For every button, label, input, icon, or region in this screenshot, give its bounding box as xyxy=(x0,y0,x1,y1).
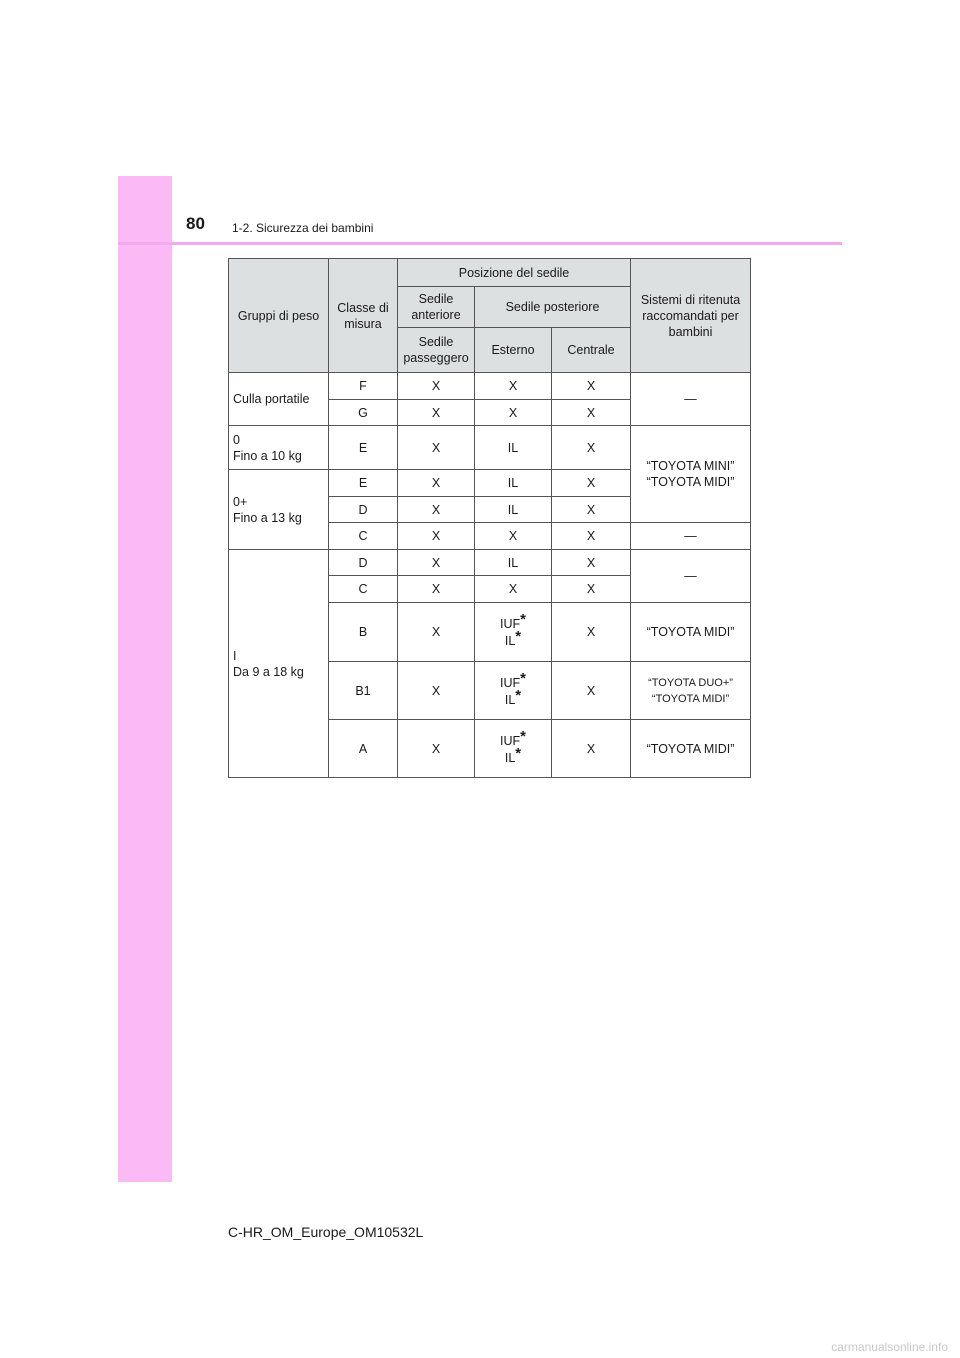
header-divider xyxy=(118,242,842,245)
size-class-cell: E xyxy=(329,470,398,497)
size-class-cell: B1 xyxy=(329,662,398,720)
outer-cell: X xyxy=(475,523,552,550)
group-0-plus-name: 0+ xyxy=(233,494,248,509)
rec-toyota-midi: “TOYOTA MIDI” xyxy=(646,475,735,489)
rec-toyota-duo-plus: “TOYOTA DUO+” xyxy=(648,676,733,689)
watermark: carmanualsonline.info xyxy=(831,1340,948,1354)
footnote-mark: * xyxy=(515,686,522,704)
passenger-cell: X xyxy=(398,720,475,778)
outer-cell: IUF* IL* xyxy=(475,662,552,720)
side-tab-bar xyxy=(118,176,172,1182)
outer-cell: IUF* IL* xyxy=(475,603,552,662)
header-weight-group: Gruppi di peso xyxy=(229,259,329,373)
header-center: Centrale xyxy=(552,328,631,373)
size-class-cell: A xyxy=(329,720,398,778)
header-front-seat: Sedile anteriore xyxy=(398,287,475,328)
header-recommended-systems: Sistemi di ritenuta raccomandati per bambini xyxy=(631,259,751,373)
group-1 xyxy=(229,550,329,778)
size-class-cell: C xyxy=(329,523,398,550)
group-0-plus xyxy=(229,470,329,550)
group-0-range: Fino a 10 kg xyxy=(233,448,302,463)
outer-cell: X xyxy=(475,576,552,603)
footnote-mark: * xyxy=(520,611,526,628)
center-cell: X xyxy=(552,576,631,603)
recommendation-cell: “TOYOTA MIDI” xyxy=(631,603,751,662)
passenger-cell: X xyxy=(398,603,475,662)
passenger-cell: X xyxy=(398,523,475,550)
center-cell: X xyxy=(552,662,631,720)
passenger-cell: X xyxy=(398,550,475,576)
center-cell: X xyxy=(552,373,631,400)
outer-cell: IL xyxy=(475,550,552,576)
rec-toyota-midi: “TOYOTA MIDI” xyxy=(651,692,730,705)
size-class-cell: E xyxy=(329,426,398,470)
center-cell: X xyxy=(552,400,631,426)
center-cell: X xyxy=(552,720,631,778)
size-class-cell: G xyxy=(329,400,398,426)
center-cell: X xyxy=(552,426,631,470)
size-class-cell: C xyxy=(329,576,398,603)
size-class-cell: D xyxy=(329,497,398,523)
recommendation-cell: — xyxy=(631,523,751,550)
recommendation-cell: — xyxy=(631,550,751,603)
child-seat-compatibility-table xyxy=(228,258,751,778)
page-number: 80 xyxy=(186,214,205,233)
passenger-cell: X xyxy=(398,576,475,603)
header-passenger-seat: Sedile passeggero xyxy=(398,328,475,373)
recommendation-cell xyxy=(631,426,751,523)
header-seat-position: Posizione del sedile xyxy=(398,259,631,287)
outer-cell: IL xyxy=(475,470,552,497)
group-1-name: I xyxy=(233,648,237,663)
center-cell: X xyxy=(552,523,631,550)
recommendation-cell: — xyxy=(631,373,751,426)
outer-cell: X xyxy=(475,400,552,426)
passenger-cell: X xyxy=(398,497,475,523)
passenger-cell: X xyxy=(398,662,475,720)
document-code: C-HR_OM_Europe_OM10532L xyxy=(228,1224,424,1240)
outer-cell: IL xyxy=(475,497,552,523)
group-0-name: 0 xyxy=(233,432,240,447)
section-title: 1-2. Sicurezza dei bambini xyxy=(232,221,374,235)
group-0 xyxy=(229,426,329,470)
footnote-mark: * xyxy=(515,744,522,762)
outer-cell: IL xyxy=(475,426,552,470)
header-outer: Esterno xyxy=(475,328,552,373)
passenger-cell: X xyxy=(398,400,475,426)
group-carrycot: Culla portatile xyxy=(229,373,329,426)
size-class-cell: B xyxy=(329,603,398,662)
rec-toyota-mini: “TOYOTA MINI” xyxy=(646,459,735,473)
passenger-cell: X xyxy=(398,426,475,470)
outer-cell: X xyxy=(475,373,552,400)
center-cell: X xyxy=(552,550,631,576)
center-cell: X xyxy=(552,603,631,662)
passenger-cell: X xyxy=(398,373,475,400)
footnote-mark: * xyxy=(520,669,526,687)
footnote-mark: * xyxy=(515,628,522,645)
recommendation-cell: “TOYOTA MIDI” xyxy=(631,720,751,778)
header-size-class: Classe di misura xyxy=(329,259,398,373)
passenger-cell: X xyxy=(398,470,475,497)
recommendation-cell xyxy=(631,662,751,720)
footnote-mark: * xyxy=(520,727,526,745)
header-rear-seat: Sedile posteriore xyxy=(475,287,631,328)
center-cell: X xyxy=(552,470,631,497)
size-class-cell: D xyxy=(329,550,398,576)
size-class-cell: F xyxy=(329,373,398,400)
outer-cell: IUF* IL* xyxy=(475,720,552,778)
center-cell: X xyxy=(552,497,631,523)
group-0-plus-range: Fino a 13 kg xyxy=(233,510,302,525)
group-1-range: Da 9 a 18 kg xyxy=(233,664,304,679)
